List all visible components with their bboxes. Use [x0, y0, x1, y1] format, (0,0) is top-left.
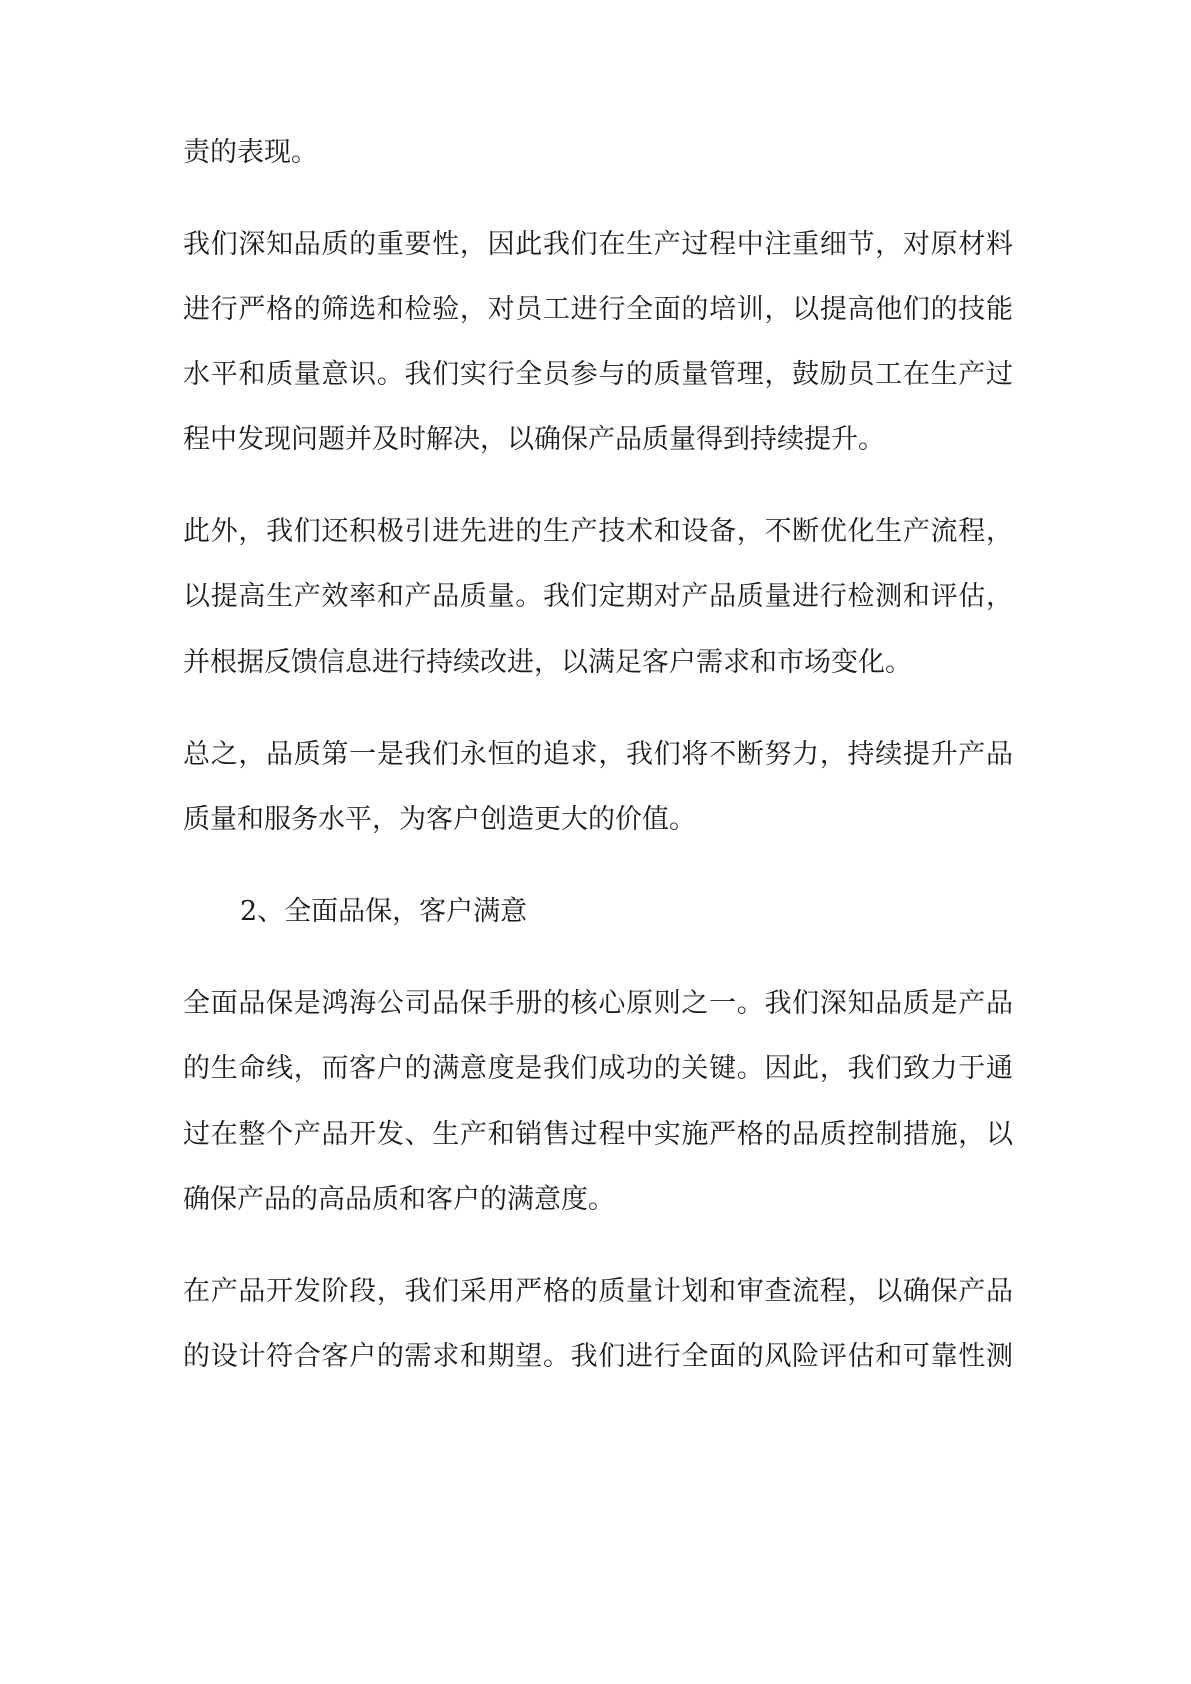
paragraph-line: 确保产品的高品质和客户的满意度。	[183, 1184, 615, 1215]
section-heading: 2、全面品保，客户满意	[240, 896, 528, 927]
paragraph-line: 并根据反馈信息进行持续改进，以满足客户需求和市场变化。	[183, 647, 912, 678]
paragraph-line: 此外，我们还积极引进先进的生产技术和设备，不断优化生产流程，	[183, 516, 1013, 547]
paragraph-line: 全面品保是鸿海公司品保手册的核心原则之一。我们深知品质是产品	[183, 988, 1013, 1019]
paragraph-line: 我们深知品质的重要性，因此我们在生产过程中注重细节，对原材料	[183, 229, 1013, 260]
paragraph-line: 责的表现。	[183, 137, 318, 168]
paragraph-line: 程中发现问题并及时解决，以确保产品质量得到持续提升。	[183, 424, 885, 455]
paragraph-line: 质量和服务水平，为客户创造更大的价值。	[183, 804, 696, 835]
paragraph-line: 总之，品质第一是我们永恒的追求，我们将不断努力，持续提升产品	[183, 739, 1013, 770]
paragraph-line: 的生命线，而客户的满意度是我们成功的关键。因此，我们致力于通	[183, 1053, 1013, 1084]
paragraph-line: 进行严格的筛选和检验，对员工进行全面的培训，以提高他们的技能	[183, 294, 1013, 325]
paragraph-line: 水平和质量意识。我们实行全员参与的质量管理，鼓励员工在生产过	[183, 359, 1013, 390]
paragraph-line: 过在整个产品开发、生产和销售过程中实施严格的品质控制措施，以	[183, 1119, 1013, 1150]
paragraph-line: 在产品开发阶段，我们采用严格的质量计划和审查流程，以确保产品	[183, 1276, 1013, 1307]
paragraph-line: 的设计符合客户的需求和期望。我们进行全面的风险评估和可靠性测	[183, 1341, 1013, 1372]
paragraph-line: 以提高生产效率和产品质量。我们定期对产品质量进行检测和评估，	[183, 581, 1013, 612]
